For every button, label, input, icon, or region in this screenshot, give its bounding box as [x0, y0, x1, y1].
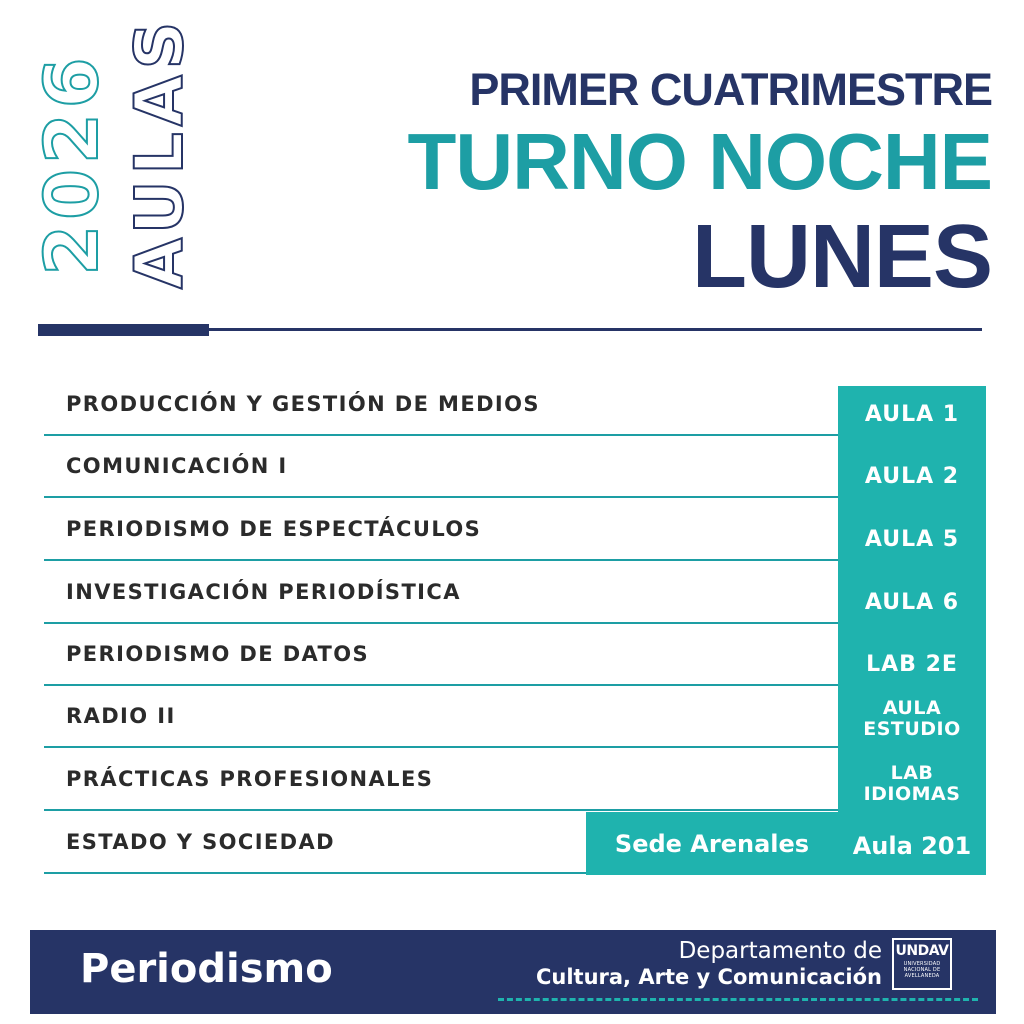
room-label-line: ESTUDIO — [863, 718, 961, 740]
schedule-row — [44, 812, 586, 874]
schedule-row — [44, 374, 838, 436]
subject-name: INVESTIGACIÓN PERIODÍSTICA — [66, 580, 461, 604]
logo-subtext-line: UNIVERSIDAD — [903, 961, 941, 967]
footer-dashed-line — [498, 998, 978, 1001]
career-name: Periodismo — [80, 946, 333, 992]
semester-title: PRIMER CUATRIMESTRE — [469, 64, 992, 115]
header-divider-accent — [38, 324, 209, 336]
logo-mark: UNDAV — [895, 943, 949, 959]
subject-name: PRODUCCIÓN Y GESTIÓN DE MEDIOS — [66, 392, 540, 416]
schedule-row — [44, 749, 838, 811]
subject-name: COMUNICACIÓN I — [66, 454, 288, 478]
room-label: LAB 2E — [866, 652, 958, 677]
schedule-row — [44, 686, 838, 748]
room-label-line: LAB — [890, 762, 934, 784]
room-label: Aula 201 — [852, 832, 972, 860]
footer-banner — [30, 930, 996, 1014]
schedule-row — [44, 562, 838, 624]
room-label — [838, 698, 986, 740]
schedule-row — [44, 499, 838, 561]
shift-title: TURNO NOCHE — [407, 117, 992, 206]
logo-subtext-line: NACIONAL DE — [903, 967, 941, 973]
subject-name: PERIODISMO DE ESPECTÁCULOS — [66, 517, 482, 541]
department-line-1: Departamento de — [678, 938, 882, 964]
room-label: AULA 6 — [864, 590, 960, 615]
schedule-row — [44, 436, 838, 498]
year-vertical-label: 2026 — [30, 52, 115, 276]
campus-label: Sede Arenales — [586, 812, 838, 875]
logo-subtext-line: AVELLANEDA — [904, 973, 940, 979]
day-title: LUNES — [691, 207, 992, 307]
subject-name: RADIO II — [66, 704, 176, 728]
room-label-line: AULA — [882, 697, 942, 719]
room-label-line: IDIOMAS — [863, 783, 961, 805]
university-logo — [892, 938, 952, 990]
logo-subtext — [894, 961, 950, 979]
room-label: AULA 5 — [864, 527, 960, 552]
subject-name: PERIODISMO DE DATOS — [66, 642, 370, 666]
room-label: AULA 2 — [864, 464, 960, 489]
schedule-row — [44, 624, 838, 686]
department-line-2: Cultura, Arte y Comunicación — [535, 965, 882, 989]
aulas-vertical-label: AULAS — [121, 15, 198, 289]
subject-name: PRÁCTICAS PROFESIONALES — [66, 767, 434, 791]
subject-name: ESTADO Y SOCIEDAD — [66, 830, 335, 854]
room-label: AULA 1 — [864, 402, 960, 427]
room-label — [838, 763, 986, 805]
